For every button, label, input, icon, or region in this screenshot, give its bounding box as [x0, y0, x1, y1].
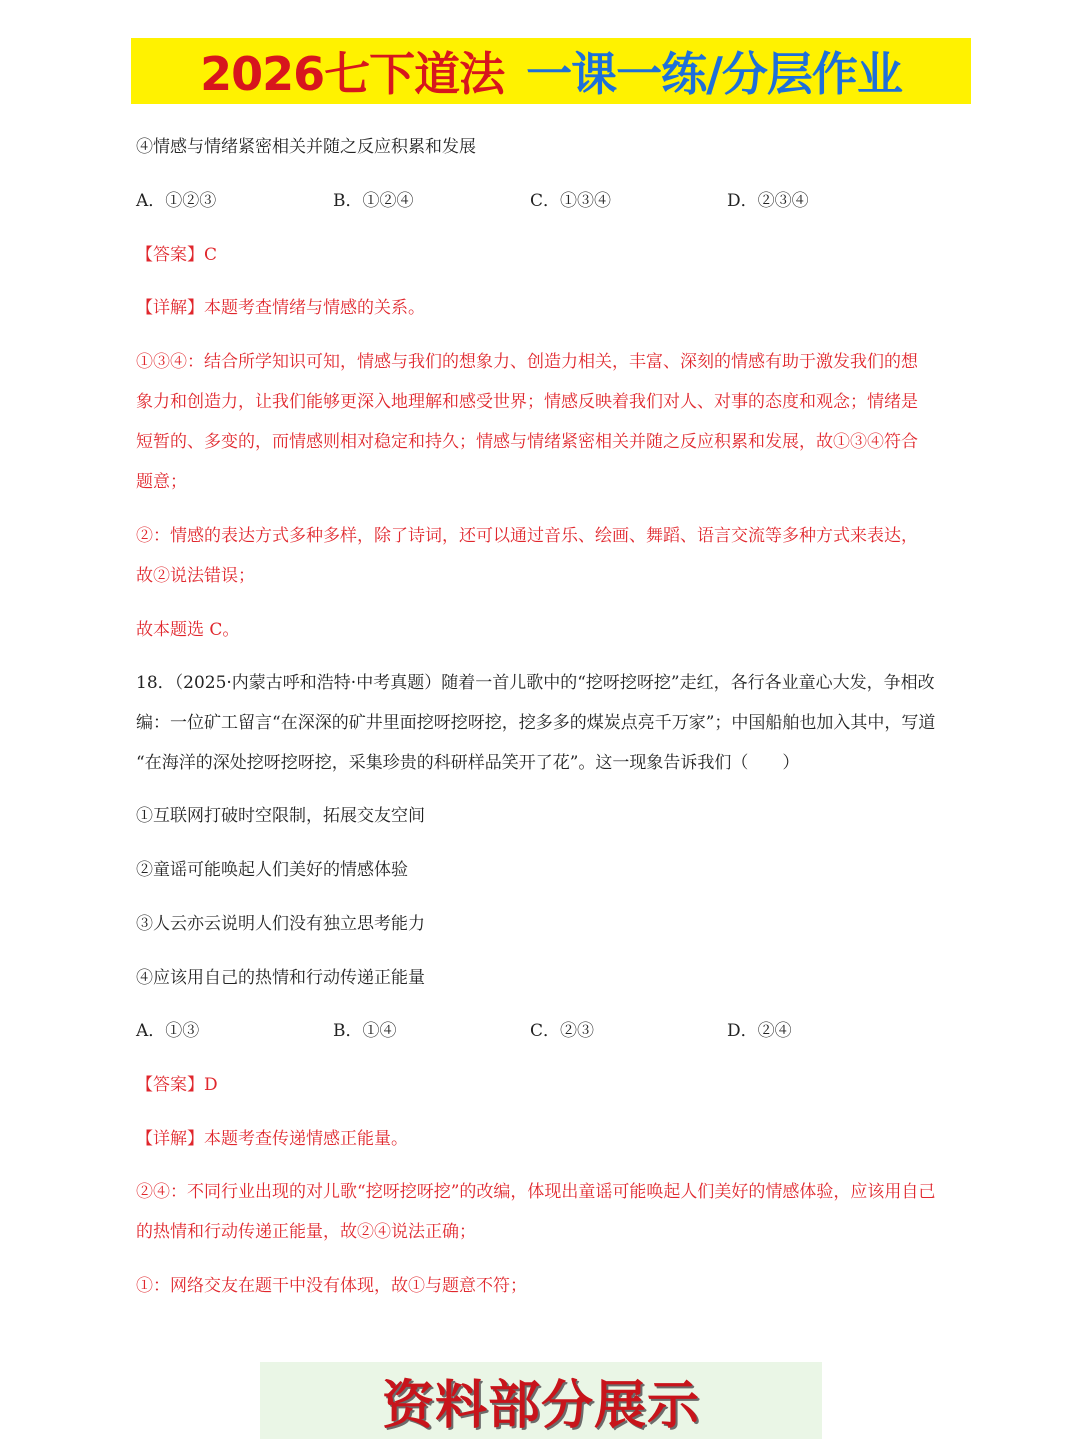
q17-answer-value: C: [204, 245, 218, 265]
q17-option-c: C．①③④: [530, 191, 612, 211]
q17-analysis-2-line-1: ②：情感的表达方式多种多样，除了诗词，还可以通过音乐、绘画、舞蹈、语言交流等多种方式来表达，: [136, 526, 918, 546]
q17-statement-4: ④情感与情绪紧密相关并随之反应积累和发展: [136, 137, 476, 157]
q17-analysis-1-line-1: ①③④：结合所学知识可知，情感与我们的想象力、创造力相关，丰富、深刻的情感有助于激发我们的想: [136, 352, 918, 372]
q18-analysis-1-line-1: ②④：不同行业出现的对儿歌“挖呀挖呀挖”的改编，体现出童谣可能唤起人们美好的情感体验，应该用自己: [136, 1182, 936, 1202]
q17-option-a: A．①②③: [136, 191, 217, 211]
q18-answer-tag: 【答案】: [136, 1075, 204, 1095]
q18-answer: [136, 1070, 218, 1095]
q18-detail-tag: 【详解】: [136, 1129, 204, 1149]
q17-answer-tag: 【答案】: [136, 245, 204, 265]
title-banner: [131, 38, 971, 104]
q18-statement-1: ①互联网打破时空限制，拓展交友空间: [136, 806, 425, 826]
footer-banner: [260, 1362, 822, 1439]
q17-detail-tag: 【详解】: [136, 298, 204, 318]
banner-title-blue: 一课一练/分层作业: [526, 47, 902, 101]
footer-text: 资料部分展示: [381, 1376, 700, 1436]
q17-option-b: B．①②④: [333, 191, 414, 211]
q17-answer: [136, 240, 217, 265]
q18-statement-2: ②童谣可能唤起人们美好的情感体验: [136, 860, 408, 880]
q18-option-a: A．①③: [136, 1021, 200, 1041]
q18-stem-line-1: 18．（2025·内蒙古呼和浩特·中考真题）随着一首儿歌中的“挖呀挖呀挖”走红，各行各业童心大发，争相改: [136, 673, 935, 693]
q18-stem-line-3: “在海洋的深处挖呀挖呀挖，采集珍贵的科研样品笑开了花”。这一现象告诉我们（ ）: [136, 753, 800, 773]
q18-stem-line-2: 编：一位矿工留言“在深深的矿井里面挖呀挖呀挖，挖多多的煤炭点亮千万家”；中国船舶也加入其中，写道: [136, 713, 936, 733]
q18-analysis-2: ①：网络交友在题干中没有体现，故①与题意不符；: [136, 1276, 527, 1296]
q17-analysis-1-line-2: 象力和创造力，让我们能够更深入地理解和感受世界；情感反映着我们对人、对事的态度和观念；情绪是: [136, 392, 918, 412]
q18-option-d: D．②④: [727, 1021, 792, 1041]
q18-answer-value: D: [204, 1075, 218, 1095]
q18-statement-3: ③人云亦云说明人们没有独立思考能力: [136, 914, 425, 934]
q18-detail-text: 本题考查传递情感正能量。: [204, 1129, 408, 1149]
q17-analysis-2-line-2: 故②说法错误；: [136, 566, 255, 586]
q17-detail: [136, 293, 425, 318]
q17-analysis-1-line-3: 短暂的、多变的，而情感则相对稳定和持久；情感与情绪紧密相关并随之反应积累和发展，故①③④符合: [136, 432, 918, 452]
banner-title-red: 2026七下道法: [200, 47, 505, 101]
q17-detail-text: 本题考查情绪与情感的关系。: [204, 298, 425, 318]
q18-option-b: B．①④: [333, 1021, 397, 1041]
q18-analysis-1-line-2: 的热情和行动传递正能量，故②④说法正确；: [136, 1222, 476, 1242]
q17-analysis-1-line-4: 题意；: [136, 472, 187, 492]
q18-statement-4: ④应该用自己的热情和行动传递正能量: [136, 968, 425, 988]
q17-conclusion: 故本题选 C。: [136, 620, 240, 640]
q17-option-d: D．②③④: [727, 191, 809, 211]
q18-detail: [136, 1124, 408, 1149]
q18-option-c: C．②③: [530, 1021, 595, 1041]
